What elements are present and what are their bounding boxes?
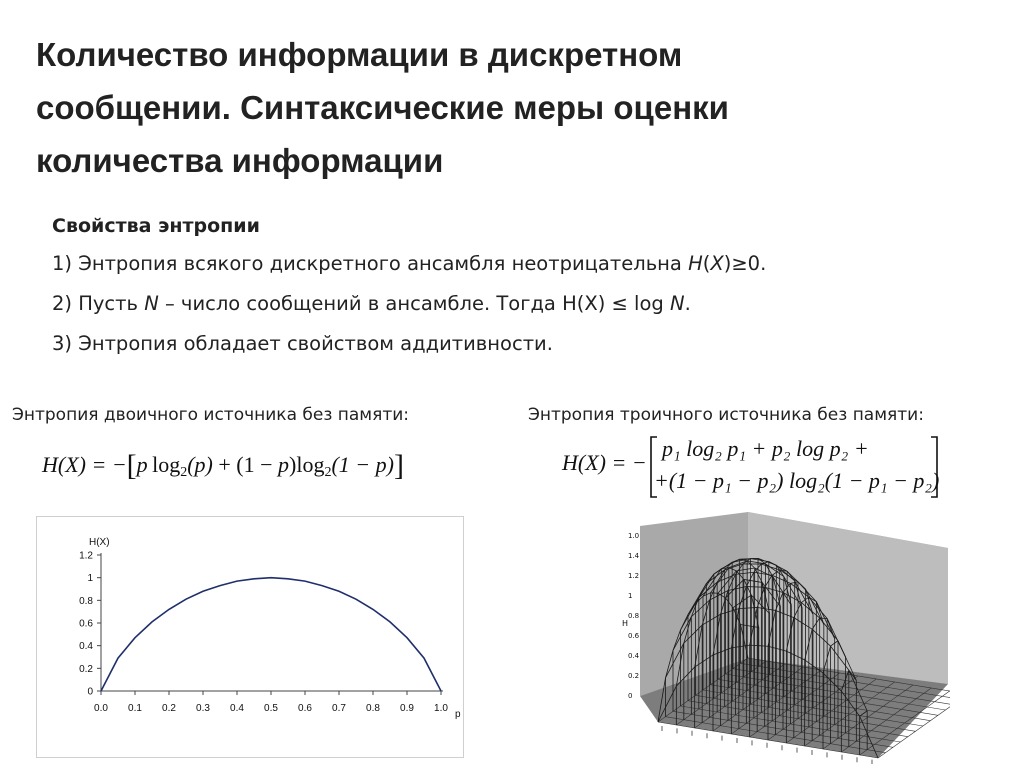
ternary-line-2: +(1 − p₁ − p₂) log₂(1 − p₁ − p₂) xyxy=(654,468,940,493)
ternary-line-1: p₁ log₂ p₁ + p₂ log p₂ + xyxy=(662,436,869,461)
binary-entropy-formula: H(X) = −[p $\log_2(p) + (1 - p)\log_2(1 - p)$] xyxy=(42,449,404,482)
surface-y-ticks xyxy=(628,532,640,700)
y-tick-label: 1.2 xyxy=(79,550,93,562)
surface-y-tick-label: 1.2 xyxy=(628,572,640,580)
surface-y-tick-label: 0.6 xyxy=(628,632,640,640)
property-2: 2) Пусть N – число сообщений в ансамбле. Тогда H(X) ≤ log N. xyxy=(52,292,691,315)
y-tick-label: 1 xyxy=(87,573,93,585)
y-tick-label: 0.6 xyxy=(79,618,93,630)
surface-axis-label: H xyxy=(622,619,629,628)
x-tick-label: 0.7 xyxy=(332,703,346,714)
x-tick-label: 0.5 xyxy=(264,703,278,714)
x-tick-label: 1.0 xyxy=(434,703,448,714)
entropy-properties xyxy=(52,212,992,370)
surface-y-tick-label: 1.0 xyxy=(628,532,640,540)
surface-y-tick-label: 0.2 xyxy=(628,672,640,680)
y-tick-label: 0.4 xyxy=(79,641,93,653)
title-line-2: сообщении. Синтаксические меры оценки xyxy=(36,89,729,126)
surface-y-tick-label: 0.8 xyxy=(628,612,640,620)
right-bracket xyxy=(930,436,938,498)
properties-heading: Свойства энтропии xyxy=(52,215,260,237)
binary-entropy-chart xyxy=(36,516,464,758)
surface-y-tick-label: 1.4 xyxy=(628,552,640,560)
slide-title xyxy=(36,28,996,187)
x-tick-label: 0.4 xyxy=(230,703,244,714)
title-line-1: Количество информации в дискретном xyxy=(36,36,683,73)
y-tick-label: 0.8 xyxy=(79,595,93,607)
surface-y-tick-label: 0 xyxy=(628,692,633,700)
ternary-caption: Энтропия троичного источника без памяти: xyxy=(528,405,924,425)
y-tick-label: 0 xyxy=(87,686,93,698)
entropy-curve xyxy=(101,578,441,691)
x-tick-label: 0.0 xyxy=(94,703,108,714)
title-line-3: количества информации xyxy=(36,142,444,179)
y-tick-label: 0.2 xyxy=(79,663,93,675)
surface-y-tick-label: 1 xyxy=(628,592,633,600)
x-tick-label: 0.9 xyxy=(400,703,414,714)
surface-svg xyxy=(618,508,950,764)
x-tick-label: 0.2 xyxy=(162,703,176,714)
x-tick-label: 0.8 xyxy=(366,703,380,714)
x-tick-label: 0.6 xyxy=(298,703,312,714)
x-tick-label: 0.1 xyxy=(128,703,142,714)
chart-svg xyxy=(37,517,463,757)
surface-y-tick-label: 0.4 xyxy=(628,652,640,660)
ternary-entropy-surface xyxy=(618,508,950,764)
x-axis-label: p xyxy=(455,709,461,720)
x-tick-label: 0.3 xyxy=(196,703,210,714)
mesh-line xyxy=(820,618,828,619)
property-3: 3) Энтропия обладает свойством аддитивности. xyxy=(52,332,553,355)
property-1: 1) Энтропия всякого дискретного ансамбля неотрицательна H(X)≥0. xyxy=(52,252,767,275)
y-axis-label: H(X) xyxy=(89,537,110,548)
binary-caption: Энтропия двоичного источника без памяти: xyxy=(12,405,410,425)
